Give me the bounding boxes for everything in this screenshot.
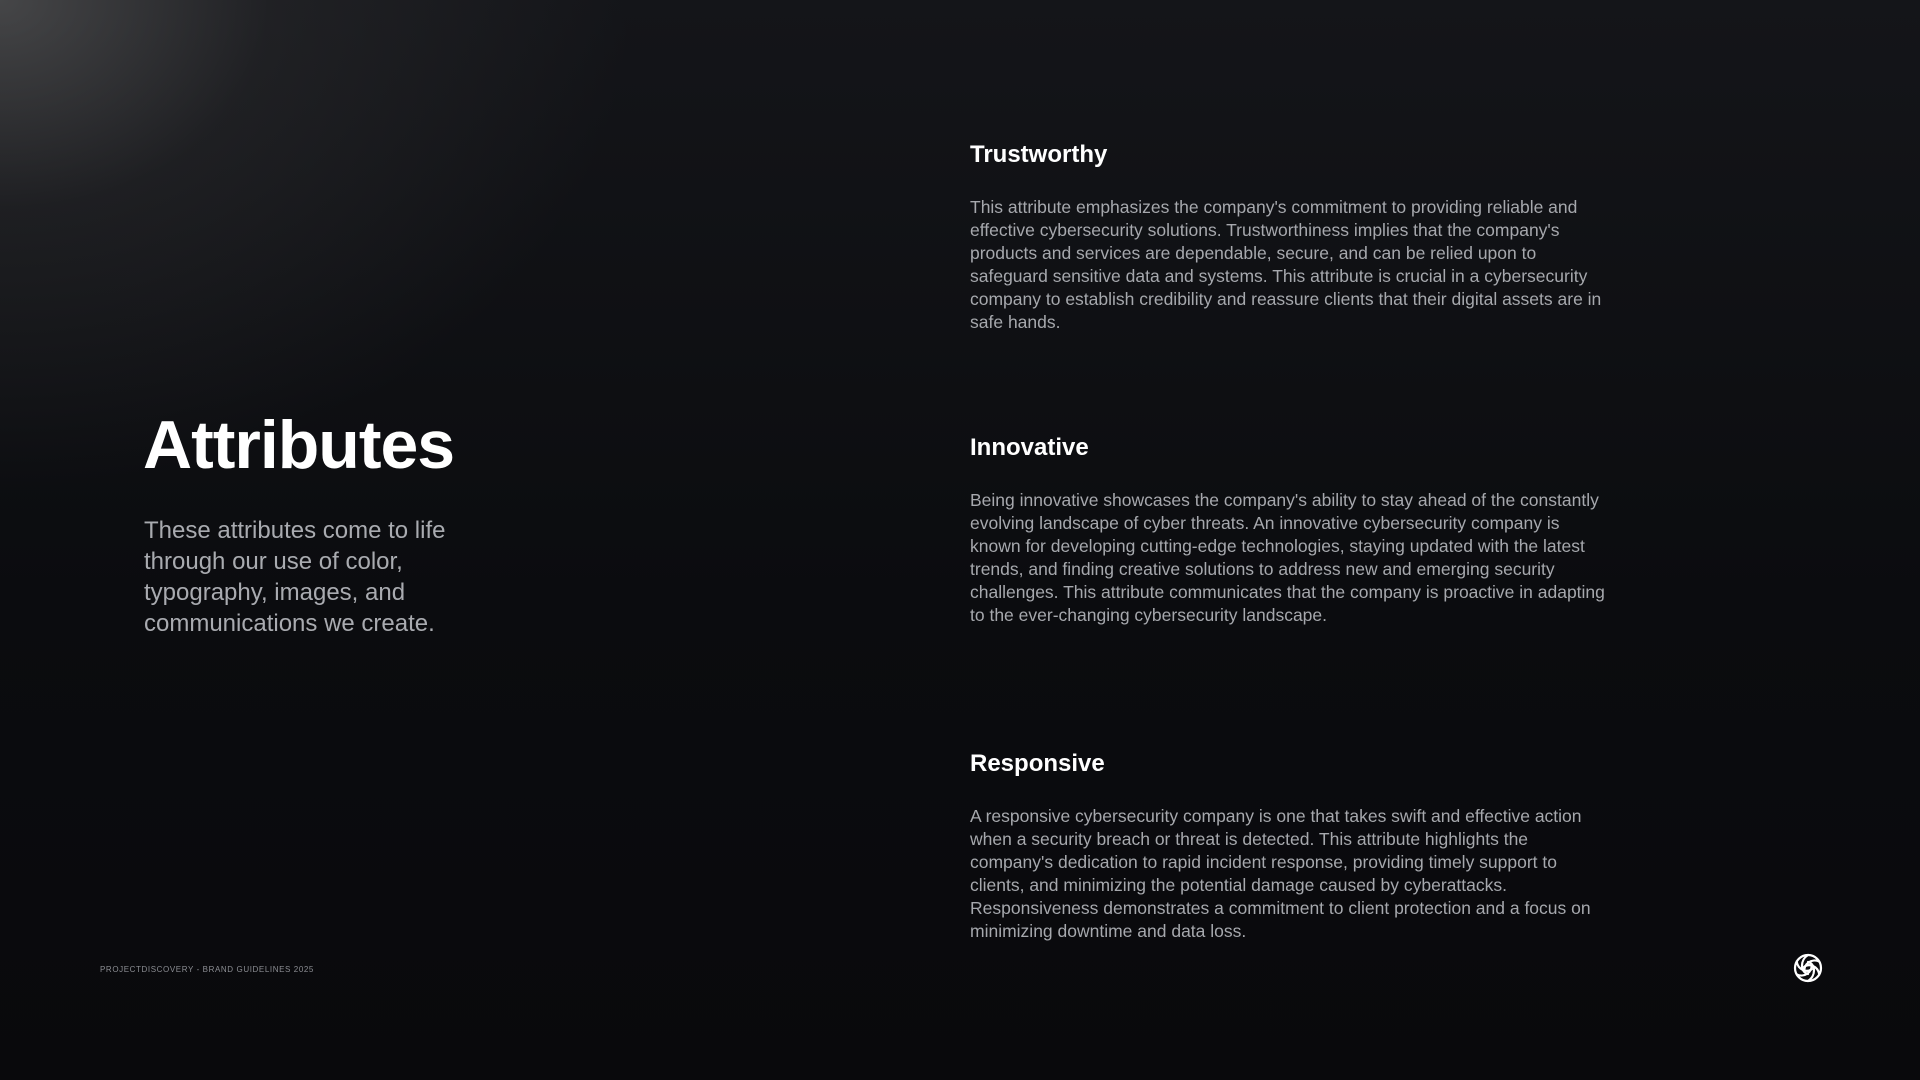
page-subtitle: These attributes come to life through our use of color, typography, images, and communications we create.	[144, 517, 446, 637]
attribute-responsive	[970, 749, 1610, 943]
page-title: Attributes	[143, 407, 455, 483]
attribute-description: Being innovative showcases the company's ability to stay ahead of the constantly evolving landscape of cyber threats. An innovative cybersecurity company is known for developing cutting-edge technologies, staying updated with the latest trends, and finding creative solutions to address new and emerging security challenges. This attribute communicates that the company is proactive in adapting to the ever-changing cybersecurity landscape.	[970, 490, 1605, 625]
attribute-heading: Trustworthy	[970, 141, 1108, 168]
attribute-description: A responsive cybersecurity company is one that takes swift and effective action when a security breach or threat is detected. This attribute highlights the company's dedication to rapid incident response, providing timely support to clients, and minimizing the potential damage caused by cyberattacks. Responsiveness demonstrates a commitment to client protection and a focus on minimizing downtime and data loss.	[970, 806, 1591, 941]
attribute-heading: Responsive	[970, 750, 1105, 777]
attribute-innovative	[970, 433, 1610, 627]
attribute-trustworthy	[970, 140, 1610, 334]
attribute-heading: Innovative	[970, 434, 1089, 461]
footer-label: PROJECTDISCOVERY - BRAND GUIDELINES 2025	[100, 965, 314, 974]
attribute-description: This attribute emphasizes the company's commitment to providing reliable and effective cybersecurity solutions. Trustworthiness implies that the company's products and services are dependable, secure, and can be relied upon to safeguard sensitive data and systems. This attribute is crucial in a cybersecurity company to establish credibility and reassure clients that their digital assets are in safe hands.	[970, 197, 1602, 332]
projectdiscovery-swirl-logo-icon	[1792, 952, 1824, 984]
